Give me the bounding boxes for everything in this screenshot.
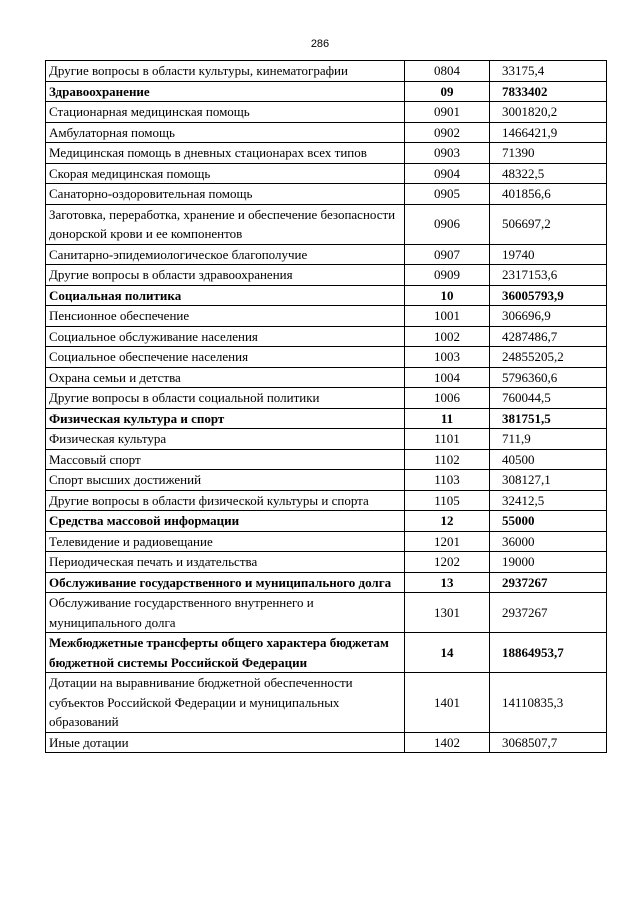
row-amount-cell: 14110835,3 xyxy=(490,673,607,733)
row-amount-cell: 1466421,9 xyxy=(490,122,607,143)
row-amount-cell: 308127,1 xyxy=(490,470,607,491)
row-amount-cell: 760044,5 xyxy=(490,388,607,409)
table-row xyxy=(46,552,607,573)
table-row xyxy=(46,347,607,368)
table-section-row xyxy=(46,633,607,673)
table-row xyxy=(46,265,607,286)
row-code-cell: 1002 xyxy=(405,326,490,347)
row-code-cell: 09 xyxy=(405,81,490,102)
row-amount-cell: 24855205,2 xyxy=(490,347,607,368)
row-name-cell: Пенсионное обеспечение xyxy=(46,306,405,327)
table-row xyxy=(46,102,607,123)
row-amount-cell: 3068507,7 xyxy=(490,732,607,753)
row-code-cell: 1401 xyxy=(405,673,490,733)
row-name-cell: Скорая медицинская помощь xyxy=(46,163,405,184)
row-name-cell: Социальная политика xyxy=(46,285,405,306)
table-section-row xyxy=(46,408,607,429)
row-code-cell: 0905 xyxy=(405,184,490,205)
table-row xyxy=(46,429,607,450)
table-section-row xyxy=(46,285,607,306)
table-row xyxy=(46,449,607,470)
row-code-cell: 1402 xyxy=(405,732,490,753)
row-name-cell: Медицинская помощь в дневных стационарах всех типов xyxy=(46,143,405,164)
row-code-cell: 1202 xyxy=(405,552,490,573)
row-code-cell: 1006 xyxy=(405,388,490,409)
table-row xyxy=(46,184,607,205)
table-row xyxy=(46,367,607,388)
row-amount-cell: 381751,5 xyxy=(490,408,607,429)
row-amount-cell: 19740 xyxy=(490,244,607,265)
row-code-cell: 11 xyxy=(405,408,490,429)
table-section-row xyxy=(46,81,607,102)
row-amount-cell: 2317153,6 xyxy=(490,265,607,286)
row-name-cell: Телевидение и радиовещание xyxy=(46,531,405,552)
row-name-cell: Санаторно-оздоровительная помощь xyxy=(46,184,405,205)
table-row xyxy=(46,204,607,244)
row-amount-cell: 40500 xyxy=(490,449,607,470)
table-row xyxy=(46,306,607,327)
table-section-row xyxy=(46,511,607,532)
row-name-cell: Средства массовой информации xyxy=(46,511,405,532)
row-code-cell: 0804 xyxy=(405,61,490,82)
row-code-cell: 0909 xyxy=(405,265,490,286)
row-name-cell: Обслуживание государственного и муниципального долга xyxy=(46,572,405,593)
row-code-cell: 0903 xyxy=(405,143,490,164)
row-code-cell: 1105 xyxy=(405,490,490,511)
table-row xyxy=(46,388,607,409)
row-name-cell: Периодическая печать и издательства xyxy=(46,552,405,573)
row-code-cell: 0907 xyxy=(405,244,490,265)
table-row xyxy=(46,143,607,164)
row-amount-cell: 33175,4 xyxy=(490,61,607,82)
row-name-cell: Обслуживание государственного внутреннего и муниципального долга xyxy=(46,593,405,633)
row-amount-cell: 36000 xyxy=(490,531,607,552)
row-amount-cell: 18864953,7 xyxy=(490,633,607,673)
row-name-cell: Здравоохранение xyxy=(46,81,405,102)
table-row xyxy=(46,122,607,143)
table-section-row xyxy=(46,572,607,593)
row-code-cell: 1003 xyxy=(405,347,490,368)
row-amount-cell: 19000 xyxy=(490,552,607,573)
row-code-cell: 1102 xyxy=(405,449,490,470)
row-amount-cell: 506697,2 xyxy=(490,204,607,244)
table-row xyxy=(46,470,607,491)
row-name-cell: Другие вопросы в области социальной политики xyxy=(46,388,405,409)
row-code-cell: 0906 xyxy=(405,204,490,244)
table-row xyxy=(46,593,607,633)
table-row xyxy=(46,61,607,82)
row-name-cell: Массовый спорт xyxy=(46,449,405,470)
row-name-cell: Другие вопросы в области физической культуры и спорта xyxy=(46,490,405,511)
row-name-cell: Заготовка, переработка, хранение и обеспечение безопасности донорской крови и ее компонентов xyxy=(46,204,405,244)
row-name-cell: Иные дотации xyxy=(46,732,405,753)
row-amount-cell: 55000 xyxy=(490,511,607,532)
budget-table-body xyxy=(46,61,607,753)
table-row xyxy=(46,163,607,184)
row-code-cell: 12 xyxy=(405,511,490,532)
row-amount-cell: 5796360,6 xyxy=(490,367,607,388)
row-name-cell: Социальное обслуживание населения xyxy=(46,326,405,347)
row-amount-cell: 3001820,2 xyxy=(490,102,607,123)
row-amount-cell: 32412,5 xyxy=(490,490,607,511)
row-amount-cell: 71390 xyxy=(490,143,607,164)
row-code-cell: 0902 xyxy=(405,122,490,143)
row-amount-cell: 306696,9 xyxy=(490,306,607,327)
row-name-cell: Охрана семьи и детства xyxy=(46,367,405,388)
row-name-cell: Амбулаторная помощь xyxy=(46,122,405,143)
row-name-cell: Другие вопросы в области здравоохранения xyxy=(46,265,405,286)
row-code-cell: 1001 xyxy=(405,306,490,327)
budget-table xyxy=(45,60,607,753)
row-code-cell: 0904 xyxy=(405,163,490,184)
table-row xyxy=(46,673,607,733)
row-code-cell: 1103 xyxy=(405,470,490,491)
table-row xyxy=(46,326,607,347)
row-amount-cell: 711,9 xyxy=(490,429,607,450)
page-number: 286 xyxy=(310,38,330,50)
table-row xyxy=(46,244,607,265)
row-code-cell: 10 xyxy=(405,285,490,306)
row-amount-cell: 4287486,7 xyxy=(490,326,607,347)
table-row xyxy=(46,732,607,753)
row-name-cell: Физическая культура xyxy=(46,429,405,450)
row-name-cell: Дотации на выравнивание бюджетной обеспеченности субъектов Российской Федерации и муниципальных образований xyxy=(46,673,405,733)
row-code-cell: 14 xyxy=(405,633,490,673)
row-name-cell: Социальное обеспечение населения xyxy=(46,347,405,368)
row-name-cell: Санитарно-эпидемиологическое благополучие xyxy=(46,244,405,265)
row-code-cell: 13 xyxy=(405,572,490,593)
row-code-cell: 1201 xyxy=(405,531,490,552)
row-amount-cell: 7833402 xyxy=(490,81,607,102)
row-name-cell: Другие вопросы в области культуры, кинематографии xyxy=(46,61,405,82)
row-code-cell: 1004 xyxy=(405,367,490,388)
row-amount-cell: 2937267 xyxy=(490,593,607,633)
row-name-cell: Спорт высших достижений xyxy=(46,470,405,491)
row-code-cell: 0901 xyxy=(405,102,490,123)
row-name-cell: Стационарная медицинская помощь xyxy=(46,102,405,123)
table-row xyxy=(46,531,607,552)
table-row xyxy=(46,490,607,511)
row-name-cell: Межбюджетные трансферты общего характера бюджетам бюджетной системы Российской Федерации xyxy=(46,633,405,673)
row-name-cell: Физическая культура и спорт xyxy=(46,408,405,429)
row-amount-cell: 48322,5 xyxy=(490,163,607,184)
row-code-cell: 1101 xyxy=(405,429,490,450)
row-amount-cell: 2937267 xyxy=(490,572,607,593)
row-amount-cell: 401856,6 xyxy=(490,184,607,205)
row-code-cell: 1301 xyxy=(405,593,490,633)
row-amount-cell: 36005793,9 xyxy=(490,285,607,306)
